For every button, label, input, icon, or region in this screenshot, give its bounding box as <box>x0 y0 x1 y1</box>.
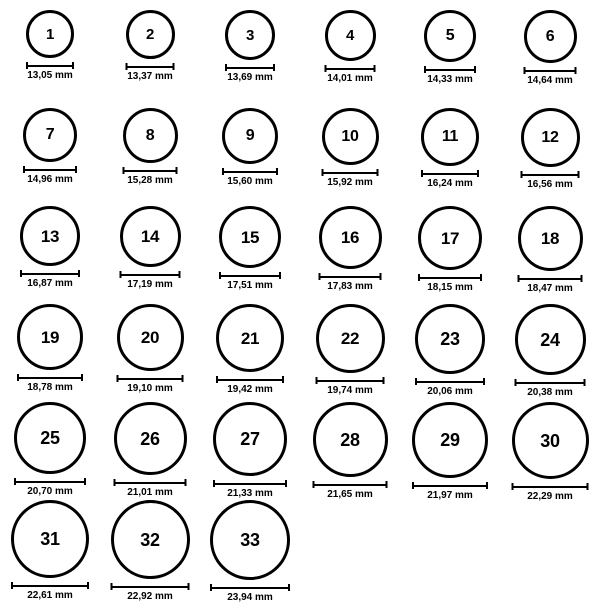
dimension-line <box>11 585 89 587</box>
ring-size-label: 21 <box>240 328 260 348</box>
dimension-tick-left <box>521 171 523 178</box>
dimension-line <box>14 481 86 483</box>
dimension-annotation <box>219 272 281 291</box>
dimension-line <box>213 483 287 485</box>
ring-size-cell <box>400 204 500 302</box>
ring-size-cell <box>300 204 400 302</box>
dimension-line <box>512 486 589 488</box>
dimension-annotation <box>524 67 577 86</box>
dimension-annotation <box>322 169 379 188</box>
dimension-line <box>524 70 577 72</box>
dimension-tick-left <box>319 273 321 280</box>
dimension-tick-right <box>285 480 287 487</box>
dimension-annotation <box>316 377 385 396</box>
ring-size-label: 13 <box>40 226 60 246</box>
diameter-label: 18,15 mm <box>427 282 473 293</box>
dimension-tick-bar <box>313 481 388 488</box>
dimension-tick-right <box>276 168 278 175</box>
ring-circle <box>521 108 580 167</box>
diameter-label: 16,56 mm <box>527 179 573 190</box>
ring-size-label: 27 <box>240 429 260 449</box>
diameter-label: 14,64 mm <box>527 75 573 86</box>
ring-size-label: 8 <box>145 126 155 144</box>
dimension-tick-left <box>325 65 327 72</box>
ring-size-cell <box>100 204 200 302</box>
ring-size-label: 30 <box>540 430 560 451</box>
diameter-label: 21,33 mm <box>227 488 273 499</box>
ring-circle <box>319 206 382 269</box>
ring-circle <box>14 402 86 474</box>
dimension-line <box>322 172 379 174</box>
ring-size-label: 2 <box>145 26 155 43</box>
dimension-tick-bar <box>111 583 190 590</box>
ring-circle <box>421 108 479 166</box>
ring-size-cell <box>500 204 600 302</box>
dimension-annotation <box>126 63 175 82</box>
dimension-tick-bar <box>216 376 284 383</box>
diameter-label: 19,42 mm <box>227 384 273 395</box>
dimension-tick-left <box>512 483 514 490</box>
dimension-annotation <box>117 375 184 394</box>
dimension-tick-right <box>72 62 74 69</box>
ring-size-label: 3 <box>245 26 255 44</box>
dimension-tick-right <box>584 379 586 386</box>
dimension-line <box>111 586 190 588</box>
ring-size-label: 5 <box>445 27 455 44</box>
ring-circle <box>213 402 287 476</box>
ring-size-label: 33 <box>240 530 260 550</box>
ring-size-cell <box>200 498 300 603</box>
dimension-tick-bar <box>325 65 376 72</box>
ring-size-cell <box>300 400 400 498</box>
ring-circle <box>322 108 379 165</box>
ring-size-label: 22 <box>340 329 360 348</box>
ring-size-label: 1 <box>45 25 55 43</box>
ring-size-cell <box>400 106 500 204</box>
dimension-line <box>313 484 388 486</box>
dimension-annotation <box>319 273 382 292</box>
dimension-tick-bar <box>213 480 287 487</box>
dimension-tick-right <box>179 271 181 278</box>
diameter-label: 17,83 mm <box>327 281 373 292</box>
dimension-tick-bar <box>521 171 580 178</box>
diameter-label: 21,97 mm <box>427 490 473 501</box>
ring-size-cell <box>500 8 600 106</box>
dimension-tick-bar <box>120 271 181 278</box>
dimension-line <box>316 380 385 382</box>
dimension-annotation <box>418 274 482 293</box>
dimension-annotation <box>521 171 580 190</box>
dimension-tick-bar <box>126 63 175 70</box>
ring-size-cell <box>200 8 300 106</box>
dimension-line <box>210 587 290 589</box>
diameter-label: 13,05 mm <box>27 70 73 81</box>
dimension-tick-left <box>14 478 16 485</box>
diameter-label: 17,19 mm <box>127 279 173 290</box>
ring-size-cell <box>400 8 500 106</box>
dimension-tick-left <box>20 270 22 277</box>
dimension-line <box>412 485 488 487</box>
ring-size-label: 31 <box>40 529 60 549</box>
diameter-label: 20,70 mm <box>27 486 73 497</box>
ring-circle <box>210 500 290 580</box>
ring-circle <box>117 304 184 371</box>
dimension-tick-bar <box>415 378 485 385</box>
dimension-tick-bar <box>225 64 275 71</box>
dimension-tick-right <box>279 272 281 279</box>
dimension-tick-left <box>213 480 215 487</box>
dimension-tick-bar <box>424 66 476 73</box>
ring-circle <box>225 10 275 60</box>
dimension-tick-left <box>225 64 227 71</box>
ring-circle <box>313 402 388 477</box>
ring-circle <box>114 402 187 475</box>
ring-circle <box>415 304 485 374</box>
dimension-line <box>216 379 284 381</box>
dimension-tick-left <box>412 482 414 489</box>
dimension-tick-right <box>182 375 184 382</box>
dimension-tick-left <box>421 170 423 177</box>
dimension-tick-left <box>123 167 125 174</box>
dimension-tick-bar <box>524 67 577 74</box>
dimension-tick-right <box>380 273 382 280</box>
dimension-tick-left <box>17 374 19 381</box>
ring-circle <box>111 500 190 579</box>
dimension-tick-bar <box>117 375 184 382</box>
ring-circle <box>123 108 178 163</box>
dimension-annotation <box>111 583 190 602</box>
dimension-tick-right <box>173 63 175 70</box>
dimension-tick-right <box>374 65 376 72</box>
ring-size-cell <box>200 106 300 204</box>
ring-size-label: 10 <box>341 127 359 145</box>
dimension-tick-right <box>474 66 476 73</box>
dimension-line <box>319 276 382 278</box>
ring-size-cell <box>500 400 600 502</box>
ring-circle <box>515 304 586 375</box>
ring-size-cell <box>500 302 600 400</box>
ring-circle <box>418 206 482 270</box>
diameter-label: 19,74 mm <box>327 385 373 396</box>
ring-size-cell <box>100 106 200 204</box>
ring-circle <box>120 206 181 267</box>
dimension-tick-left <box>424 66 426 73</box>
dimension-annotation <box>325 65 376 84</box>
dimension-tick-left <box>111 583 113 590</box>
ring-circle <box>316 304 385 373</box>
dimension-annotation <box>213 480 287 499</box>
ring-size-label: 14 <box>140 227 160 246</box>
ring-size-cell <box>0 400 100 498</box>
diameter-label: 18,47 mm <box>527 283 573 294</box>
ring-size-cell <box>300 302 400 400</box>
diameter-label: 19,10 mm <box>127 383 173 394</box>
dimension-tick-bar <box>222 168 278 175</box>
dimension-tick-right <box>486 482 488 489</box>
dimension-annotation <box>210 584 290 603</box>
dimension-tick-right <box>273 64 275 71</box>
dimension-tick-left <box>418 274 420 281</box>
ring-size-cell <box>200 302 300 400</box>
ring-circle <box>412 402 488 478</box>
ring-size-cell <box>200 400 300 498</box>
dimension-tick-right <box>383 377 385 384</box>
ring-circle <box>26 10 74 58</box>
dimension-tick-left <box>216 376 218 383</box>
ring-circle <box>17 304 83 370</box>
ring-circle <box>20 206 80 266</box>
diameter-label: 13,69 mm <box>227 72 273 83</box>
dimension-annotation <box>415 378 485 397</box>
ring-size-label: 20 <box>140 328 160 347</box>
dimension-tick-left <box>126 63 128 70</box>
ring-size-label: 26 <box>140 428 160 449</box>
diameter-label: 13,37 mm <box>127 71 173 82</box>
dimension-tick-bar <box>518 275 583 282</box>
dimension-tick-bar <box>421 170 479 177</box>
ring-size-label: 28 <box>340 429 360 450</box>
dimension-tick-right <box>75 166 77 173</box>
ring-size-label: 24 <box>540 329 560 350</box>
diameter-label: 14,01 mm <box>327 73 373 84</box>
dimension-tick-bar <box>14 478 86 485</box>
dimension-annotation <box>14 478 86 497</box>
dimension-annotation <box>23 166 77 185</box>
dimension-tick-left <box>415 378 417 385</box>
dimension-tick-right <box>176 167 178 174</box>
dimension-tick-bar <box>512 483 589 490</box>
dimension-line <box>126 66 175 68</box>
diameter-label: 22,92 mm <box>127 591 173 602</box>
diameter-label: 18,78 mm <box>27 382 73 393</box>
dimension-tick-right <box>185 479 187 486</box>
ring-size-cell <box>100 8 200 106</box>
ring-size-label: 11 <box>441 128 459 145</box>
dimension-line <box>23 169 77 171</box>
ring-circle <box>518 206 583 271</box>
ring-size-label: 19 <box>40 327 60 347</box>
ring-size-cell <box>0 204 100 302</box>
dimension-tick-right <box>386 481 388 488</box>
dimension-tick-left <box>316 377 318 384</box>
dimension-tick-right <box>87 582 89 589</box>
dimension-tick-bar <box>23 166 77 173</box>
ring-circle <box>126 10 175 59</box>
ring-size-cell <box>0 106 100 204</box>
dimension-line <box>219 275 281 277</box>
ring-circle <box>219 206 281 268</box>
dimension-annotation <box>518 275 583 294</box>
dimension-annotation <box>114 479 187 498</box>
dimension-tick-left <box>117 375 119 382</box>
ring-circle <box>325 10 376 61</box>
dimension-tick-bar <box>114 479 187 486</box>
dimension-tick-right <box>578 171 580 178</box>
dimension-annotation <box>412 482 488 501</box>
dimension-tick-left <box>524 67 526 74</box>
ring-size-cell <box>300 106 400 204</box>
dimension-tick-bar <box>26 62 74 69</box>
dimension-tick-bar <box>412 482 488 489</box>
dimension-tick-bar <box>322 169 379 176</box>
diameter-label: 22,29 mm <box>527 491 573 502</box>
ring-circle <box>222 108 278 164</box>
dimension-tick-right <box>480 274 482 281</box>
dimension-tick-left <box>313 481 315 488</box>
dimension-annotation <box>512 483 589 502</box>
dimension-tick-right <box>84 478 86 485</box>
dimension-tick-right <box>587 483 589 490</box>
dimension-tick-left <box>515 379 517 386</box>
dimension-tick-bar <box>219 272 281 279</box>
ring-size-cell <box>100 498 200 602</box>
dimension-tick-left <box>23 166 25 173</box>
ring-size-label: 16 <box>340 228 360 247</box>
dimension-tick-left <box>26 62 28 69</box>
ring-circle <box>216 304 284 372</box>
ring-size-label: 23 <box>440 329 460 349</box>
dimension-tick-right <box>575 67 577 74</box>
diameter-label: 21,01 mm <box>127 487 173 498</box>
ring-size-cell <box>0 8 100 106</box>
dimension-tick-left <box>120 271 122 278</box>
ring-circle <box>424 10 476 62</box>
dimension-tick-left <box>114 479 116 486</box>
ring-size-cell <box>100 400 200 498</box>
dimension-line <box>521 174 580 176</box>
diameter-label: 14,96 mm <box>27 174 73 185</box>
dimension-annotation <box>421 170 479 189</box>
dimension-line <box>515 382 586 384</box>
diameter-label: 21,65 mm <box>327 489 373 500</box>
dimension-line <box>421 173 479 175</box>
ring-size-label: 17 <box>440 228 460 248</box>
dimension-annotation <box>313 481 388 500</box>
ring-size-label: 18 <box>540 229 560 248</box>
dimension-line <box>120 274 181 276</box>
dimension-annotation <box>26 62 74 81</box>
dimension-annotation <box>515 379 586 398</box>
dimension-annotation <box>123 167 178 186</box>
ring-size-label: 15 <box>240 227 260 247</box>
diameter-label: 15,92 mm <box>327 177 373 188</box>
dimension-line <box>26 65 74 67</box>
dimension-tick-left <box>11 582 13 589</box>
dimension-annotation <box>222 168 278 187</box>
ring-size-label: 32 <box>140 529 160 550</box>
diameter-label: 17,51 mm <box>227 280 273 291</box>
dimension-tick-right <box>477 170 479 177</box>
diameter-label: 16,24 mm <box>427 178 473 189</box>
ring-size-label: 29 <box>440 430 460 450</box>
dimension-tick-right <box>483 378 485 385</box>
dimension-tick-bar <box>418 274 482 281</box>
ring-circle <box>11 500 89 578</box>
dimension-tick-left <box>518 275 520 282</box>
dimension-line <box>114 482 187 484</box>
dimension-annotation <box>120 271 181 290</box>
dimension-line <box>225 67 275 69</box>
dimension-tick-bar <box>319 273 382 280</box>
ring-circle <box>512 402 589 479</box>
ring-size-cell <box>200 204 300 302</box>
dimension-annotation <box>424 66 476 85</box>
diameter-label: 23,94 mm <box>227 592 273 603</box>
ring-size-label: 6 <box>545 27 555 45</box>
diameter-label: 20,38 mm <box>527 387 573 398</box>
dimension-tick-bar <box>17 374 83 381</box>
ring-size-label: 4 <box>345 27 355 44</box>
dimension-tick-right <box>288 584 290 591</box>
dimension-tick-left <box>219 272 221 279</box>
dimension-tick-bar <box>210 584 290 591</box>
ring-circle <box>524 10 577 63</box>
dimension-tick-right <box>188 583 190 590</box>
ring-circle <box>23 108 77 162</box>
dimension-line <box>424 69 476 71</box>
ring-size-label: 9 <box>245 127 255 144</box>
dimension-line <box>222 171 278 173</box>
ring-size-cell <box>500 106 600 204</box>
diameter-label: 14,33 mm <box>427 74 473 85</box>
ring-size-cell <box>300 8 400 106</box>
ring-size-label: 7 <box>45 126 55 143</box>
ring-size-cell <box>0 498 100 601</box>
dimension-tick-left <box>222 168 224 175</box>
dimension-annotation <box>17 374 83 393</box>
dimension-tick-bar <box>316 377 385 384</box>
dimension-annotation <box>216 376 284 395</box>
dimension-tick-right <box>81 374 83 381</box>
dimension-line <box>17 377 83 379</box>
diameter-label: 16,87 mm <box>27 278 73 289</box>
ring-size-cell <box>400 400 500 501</box>
ring-size-cell <box>100 302 200 400</box>
dimension-line <box>117 378 184 380</box>
diameter-label: 20,06 mm <box>427 386 473 397</box>
dimension-annotation <box>11 582 89 601</box>
dimension-tick-bar <box>123 167 178 174</box>
dimension-tick-right <box>78 270 80 277</box>
diameter-label: 15,60 mm <box>227 176 273 187</box>
dimension-tick-right <box>377 169 379 176</box>
dimension-tick-right <box>581 275 583 282</box>
dimension-tick-bar <box>11 582 89 589</box>
dimension-line <box>325 68 376 70</box>
dimension-tick-left <box>322 169 324 176</box>
dimension-annotation <box>225 64 275 83</box>
dimension-line <box>415 381 485 383</box>
dimension-tick-bar <box>515 379 586 386</box>
dimension-line <box>418 277 482 279</box>
ring-size-label: 25 <box>40 428 60 448</box>
dimension-line <box>518 278 583 280</box>
dimension-tick-left <box>210 584 212 591</box>
diameter-label: 22,61 mm <box>27 590 73 601</box>
ring-size-label: 12 <box>541 128 559 146</box>
dimension-tick-bar <box>20 270 80 277</box>
diameter-label: 15,28 mm <box>127 175 173 186</box>
ring-size-cell <box>400 302 500 400</box>
dimension-line <box>123 170 178 172</box>
dimension-tick-right <box>282 376 284 383</box>
dimension-annotation <box>20 270 80 289</box>
dimension-line <box>20 273 80 275</box>
ring-size-cell <box>0 302 100 400</box>
